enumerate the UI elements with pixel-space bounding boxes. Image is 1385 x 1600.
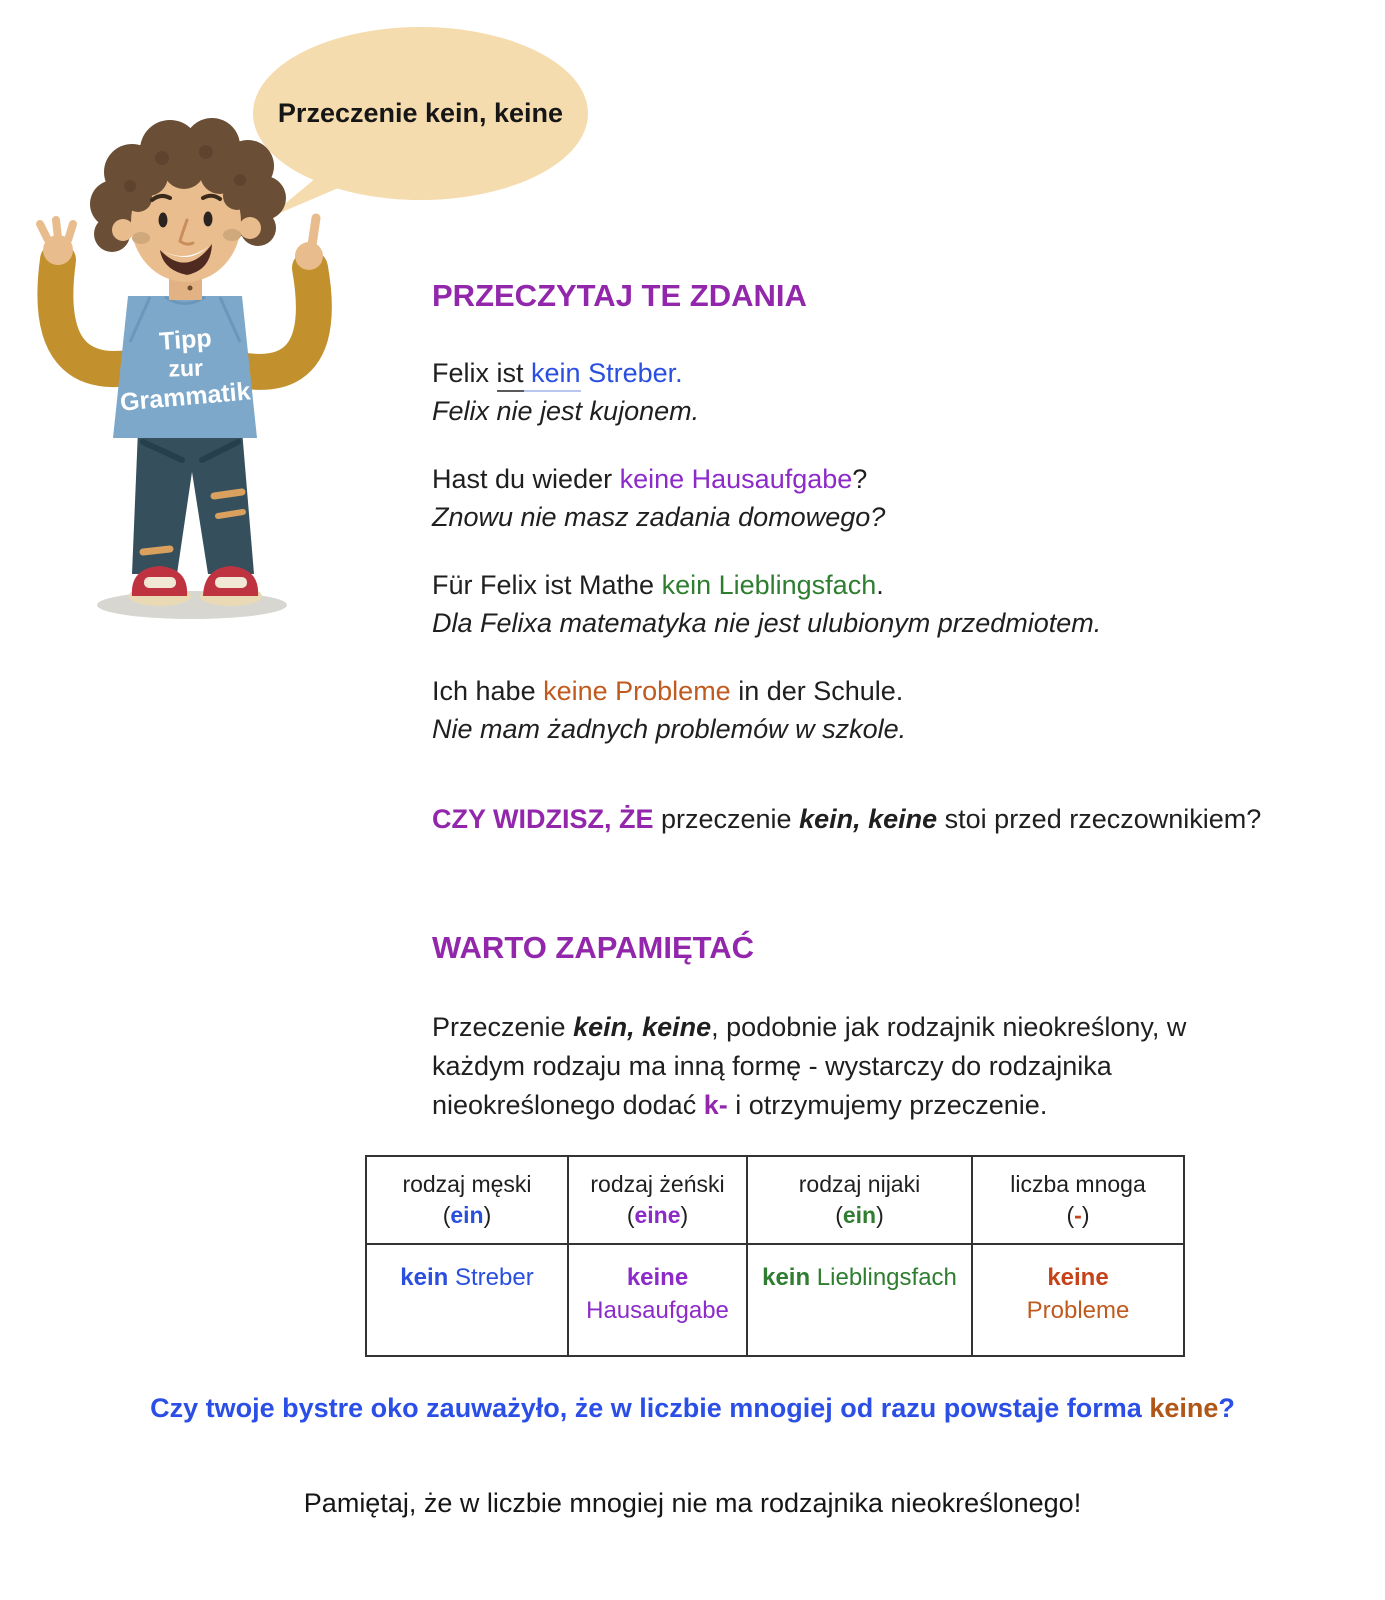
table-cell-plural: keine Probleme [972,1244,1184,1356]
character-head [90,118,286,300]
right-pointing-hand [295,218,323,270]
sentence-pair-2 [432,460,1312,536]
boy-character-illustration [10,100,360,625]
declension-table-wrap [365,1155,1312,1357]
polish-translation-3: Dla Felixa matematyka nie jest ulubionym przedmiotem. [432,608,1102,638]
footer-question: Czy twoje bystre oko zauważyło, że w liczbie mnogiej od razu powstaje forma keine? [150,1393,1235,1423]
shirt-text-line2: zur [168,354,204,382]
shirt-text-line3: Grammatik [119,377,252,417]
character-shirt [113,296,257,438]
grammar-paragraph-line2: każdym rodzaju ma inną formę - wystarczy do rodzajnika [432,1051,1112,1081]
polish-translation-4: Nie mam żadnych problemów w szkole. [432,714,907,744]
table-cell-neuter: kein Lieblingsfach [747,1244,972,1356]
sentence-pair-3 [432,566,1312,642]
observe-lead: CZY WIDZISZ, ŻE [432,804,654,834]
german-sentence-1: Felix ist kein Streber. [432,354,1312,392]
table-header-feminine: rodzaj żeński (eine) [568,1156,747,1244]
observe-line: CZY WIDZISZ, ŻE przeczenie kein, keine stoi przed rzeczownikiem? [432,804,1262,834]
grammar-paragraph-line3: nieokreślonego dodać k- i otrzymujemy przeczenie. [432,1090,1048,1120]
declension-table [365,1155,1185,1357]
table-header-masculine: rodzaj męski (ein) [366,1156,568,1244]
character-jeans [132,430,254,574]
table-cell-masculine: kein Streber [366,1244,568,1356]
read-section-heading: PRZECZYTAJ TE ZDANIA [432,278,807,313]
polish-translation-2: Znowu nie masz zadania domowego? [432,502,886,532]
sentence-pair-4 [432,672,1312,748]
grammar-paragraph-line1: Przeczenie kein, keine, podobnie jak rodzajnik nieokreślony, w [432,1012,1187,1042]
table-header-plural: liczba mnoga (-) [972,1156,1184,1244]
footer-keine-highlight: keine [1149,1393,1219,1423]
german-sentence-3: Für Felix ist Mathe kein Lieblingsfach. [432,570,884,600]
german-sentence-2: Hast du wieder keine Hausaufgabe? [432,464,868,494]
grammar-paragraph [432,1008,1312,1125]
character-eyes [159,213,168,228]
table-header-neuter: rodzaj nijaki (ein) [747,1156,972,1244]
remember-section-heading: WARTO ZAPAMIĘTAĆ [432,930,755,965]
shirt-text-line1: Tipp [158,324,213,356]
sentence-pair-1 [432,354,1312,430]
content-column [400,278,1312,1357]
speech-bubble-text: Przeczenie kein, keine [277,98,564,128]
polish-translation-1: Felix nie jest kujonem. [432,396,700,426]
footer-note: Pamiętaj, że w liczbie mnogiej nie ma rodzajnika nieokreślonego! [303,1488,1082,1518]
german-sentence-4: Ich habe keine Probleme in der Schule. [432,676,904,706]
k-prefix-highlight: k- [703,1090,728,1120]
table-cell-feminine: keine Hausaufgabe [568,1244,747,1356]
